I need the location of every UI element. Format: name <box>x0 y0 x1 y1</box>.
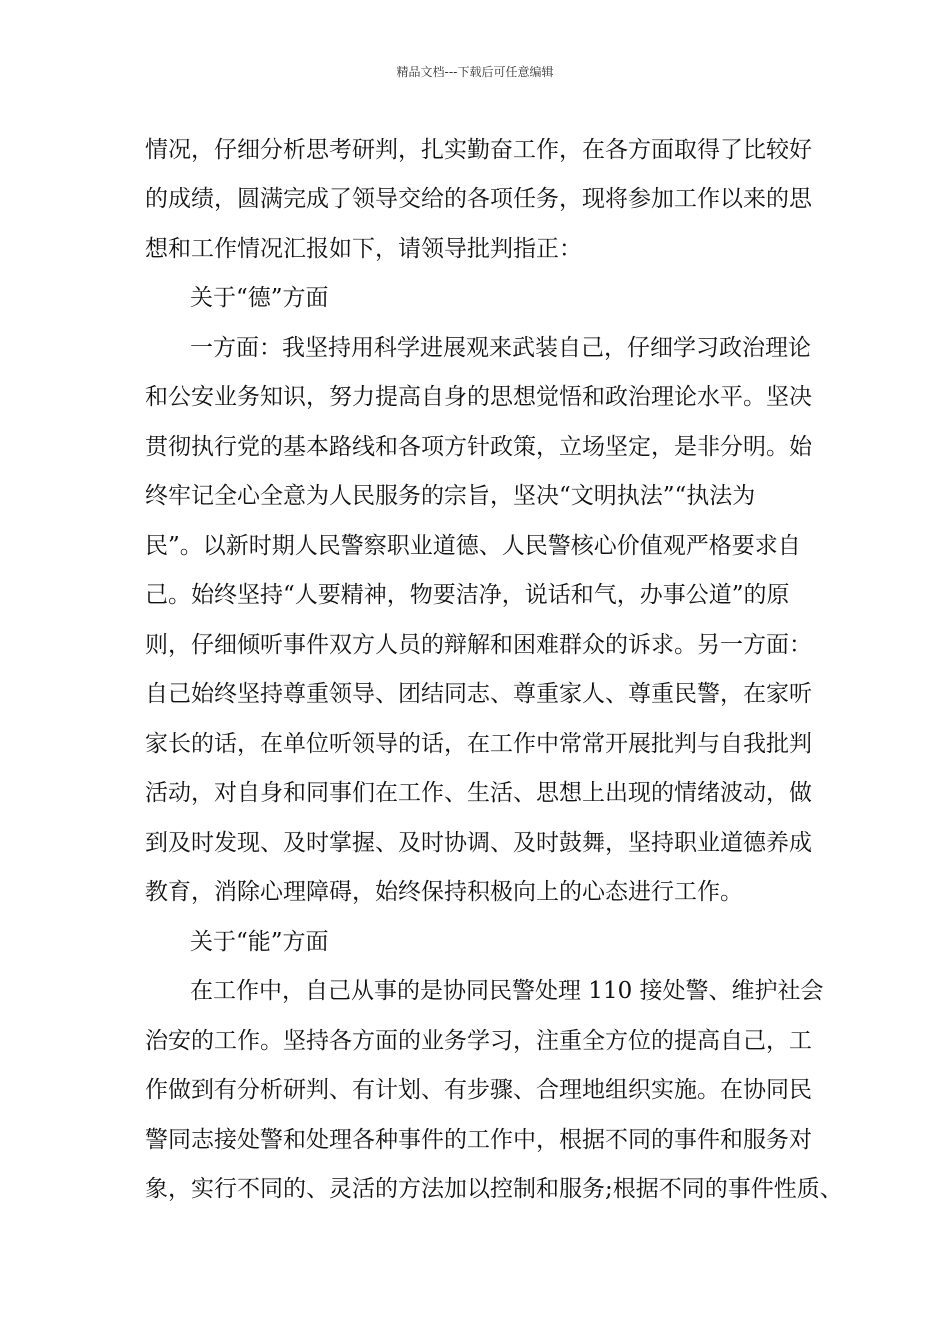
body-line-10: 己。始终坚持“人要精神，物要洁净，说话和气，办事公道”的原 <box>145 582 790 608</box>
body-line-21: 警同志接处警和处理各种事件的工作中，根据不同的事件和服务对 <box>145 1127 812 1153</box>
body-line-19: 治安的工作。坚持各方面的业务学习，注重全方位的提高自己，工 <box>145 1028 812 1054</box>
body-line-14: 活动，对自身和同事们在工作、生活、思想上出现的情绪波动，做 <box>145 780 812 806</box>
page-header: 精品文档---下载后可任意编辑 <box>396 65 554 79</box>
body-line-8: 终牢记全心全意为人民服务的宗旨，坚决“文明执法”“执法为 <box>145 483 756 509</box>
body-line-16: 教育，消除心理障碍，始终保持积极向上的心态进行工作。 <box>145 879 743 905</box>
body-line-3: 想和工作情况汇报如下，请领导批判指正： <box>145 236 582 262</box>
body-line-13: 家长的话，在单位听领导的话，在工作中常常开展批判与自我批判 <box>145 731 812 757</box>
body-line-5: 一方面：我坚持用科学进展观来武装自己，仔细学习政治理论 <box>190 335 811 361</box>
body-line-18: 在工作中，自己从事的是协同民警处理 110 接处警、维护社会 <box>190 978 824 1004</box>
body-line-12: 自己始终坚持尊重领导、团结同志、尊重家人、尊重民警，在家听 <box>145 681 812 707</box>
section-heading-de: 关于“德”方面 <box>190 285 329 311</box>
body-line-6: 和公安业务知识，努力提高自身的思想觉悟和政治理论水平。坚决 <box>145 384 812 410</box>
section-heading-neng: 关于“能”方面 <box>190 929 329 955</box>
body-line-22: 象，实行不同的、灵活的方法加以控制和服务;根据不同的事件性质、 <box>145 1176 843 1202</box>
body-line-1: 情况，仔细分析思考研判，扎实勤奋工作，在各方面取得了比较好 <box>145 137 812 163</box>
body-line-7: 贯彻执行党的基本路线和各项方针政策，立场坚定，是非分明。始 <box>145 434 812 460</box>
body-line-11: 则，仔细倾听事件双方人员的辩解和困难群众的诉求。另一方面： <box>145 632 812 658</box>
body-line-20: 作做到有分析研判、有计划、有步骤、合理地组织实施。在协同民 <box>145 1077 812 1103</box>
body-line-2: 的成绩，圆满完成了领导交给的各项任务，现将参加工作以来的思 <box>145 186 812 212</box>
body-line-9: 民”。以新时期人民警察职业道德、人民警核心价值观严格要求自 <box>145 533 801 559</box>
body-line-15: 到及时发现、及时掌握、及时协调、及时鼓舞，坚持职业道德养成 <box>145 830 812 856</box>
